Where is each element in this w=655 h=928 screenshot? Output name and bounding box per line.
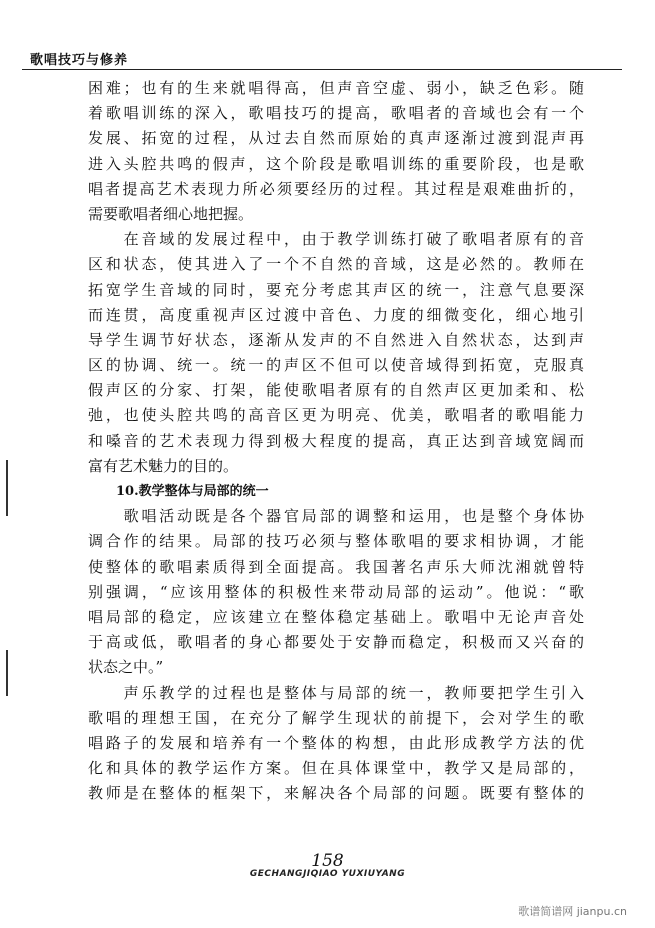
text-line: 歌唱活动既是各个器官局部的调整和运用，也是整个身体协 [88,507,584,526]
text-line: 发展、拓宽的过程，从过去自然而原始的真声逐渐过渡到混声再 [88,129,584,148]
text-line: 拓宽学生音域的同时，要充分考虑其声区的统一，注意气息要深 [88,280,584,299]
running-head: 歌唱技巧与修养 [30,53,129,68]
text-line: 进入头腔共鸣的假声，这个阶段是歌唱训练的重要阶段，也是歌 [88,154,584,173]
header-rule [22,69,622,70]
text-line: 使整体的歌唱素质得到全面提高。我国著名声乐大师沈湘就曾特 [88,557,584,576]
text-line: 需要歌唱者细心地把握。 [88,204,254,223]
text-line: 歌唱的理想王国，在充分了解学生现状的前提下，会对学生的歌 [88,708,584,727]
text-line: 困难；也有的生来就唱得高，但声音空虚、弱小，缺乏色彩。随 [88,79,584,97]
text-line: 富有艺术魅力的目的。 [88,456,239,475]
text-line: 在音域的发展过程中，由于教学训练打破了歌唱者原有的音 [88,230,584,249]
footer-stamp: GECHANGJIQIAO YUXIUYANG [249,869,406,879]
watermark: 歌谱简谱网 jianpu.cn [518,905,627,918]
text-line: 导学生调节好状态，逐渐从发声的不自然进入自然状态，达到声 [88,330,584,349]
text-line: 区的协调、统一。统一的声区不但可以使音域得到拓宽，克服真 [88,356,584,375]
text-line: 状态之中。” [88,658,164,677]
text-line: 唱者提高艺术表现力所必须要经历的过程。其过程是艰难曲折的， [88,179,584,198]
margin-scan-mark [6,460,8,516]
text-line: 调合作的结果。局部的技巧必须与整体歌唱的要求相协调，才能 [88,532,584,551]
text-line: 着歌唱训练的深入，歌唱技巧的提高，歌唱者的音域也会有一个 [88,104,584,123]
margin-scan-mark [6,650,8,696]
body-text [88,76,584,806]
text-line: 声乐教学的过程也是整体与局部的统一，教师要把学生引入 [88,683,584,702]
text-line: 和嗓音的艺术表现力得到极大程度的提高，真正达到音域宽阔而 [88,431,584,450]
text-line: 唱路子的发展和培养有一个整体的构想，由此形成教学方法的优 [88,733,584,752]
section-heading: 10.教学整体与局部的统一 [116,484,269,499]
text-line: 教师是在整体的框架下，来解决各个局部的问题。既要有整体的 [88,784,584,803]
text-line: 别强调，“应该用整体的积极性来带动局部的运动”。他说：“歌 [88,582,584,601]
text-line: 假声区的分家、打架，能使歌唱者原有的自然声区更加柔和、松 [88,381,584,400]
text-line: 弛，也使头腔共鸣的高音区更为明亮、优美，歌唱者的歌唱能力 [88,406,584,425]
text-line: 区和状态，使其进入了一个不自然的音域，这是必然的。教师在 [88,255,584,274]
text-line: 于高或低，歌唱者的身心都要处于安静而稳定，积极而又兴奋的 [88,633,584,652]
text-line: 化和具体的教学运作方案。但在具体课堂中，教学又是局部的， [88,759,584,778]
text-line: 而连贯，高度重视声区过渡中音色、力度的细微变化，细心地引 [88,305,584,324]
page-number: 158 [311,851,344,871]
text-line: 唱局部的稳定，应该建立在整体稳定基础上。歌唱中无论声音处 [88,607,584,626]
